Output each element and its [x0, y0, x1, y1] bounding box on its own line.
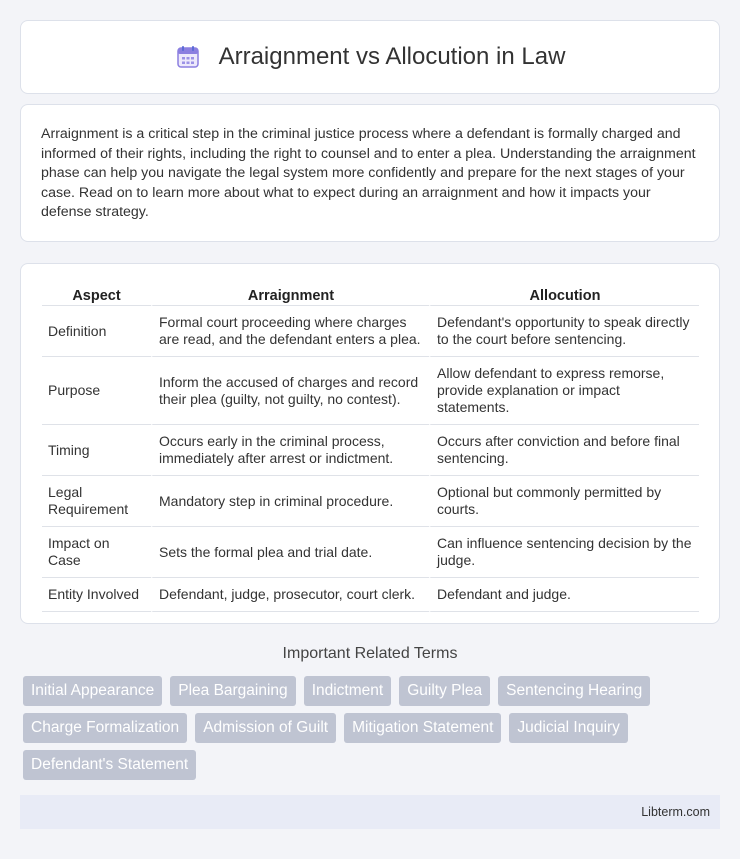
row-arraignment: Inform the accused of charges and record their plea (guilty, not guilty, no contest). — [151, 357, 429, 425]
related-terms-list — [23, 676, 713, 780]
row-arraignment: Mandatory step in criminal procedure. — [151, 476, 429, 527]
row-allocution: Occurs after conviction and before final sentencing. — [429, 425, 699, 476]
row-allocution: Can influence sentencing decision by the judge. — [429, 527, 699, 578]
table-row — [42, 425, 699, 476]
comparison-table — [42, 286, 699, 612]
term-chip[interactable]: Admission of Guilt — [195, 713, 336, 743]
term-chip[interactable]: Indictment — [304, 676, 392, 706]
footer — [20, 795, 720, 829]
row-allocution: Defendant's opportunity to speak directly to the court before sentencing. — [429, 306, 699, 357]
term-chip[interactable]: Sentencing Hearing — [498, 676, 650, 706]
table-row — [42, 357, 699, 425]
table-header-row — [42, 286, 699, 306]
intro-card — [20, 104, 720, 242]
row-aspect: Timing — [42, 425, 151, 476]
table-row — [42, 578, 699, 612]
row-aspect: Impact on Case — [42, 527, 151, 578]
term-chip[interactable]: Charge Formalization — [23, 713, 187, 743]
row-allocution: Allow defendant to express remorse, provide explanation or impact statements. — [429, 357, 699, 425]
header-aspect: Aspect — [42, 286, 151, 306]
page-title: Arraignment vs Allocution in Law — [218, 43, 566, 70]
footer-site-link[interactable]: Libterm.com — [641, 805, 710, 819]
term-chip[interactable]: Guilty Plea — [399, 676, 490, 706]
term-chip[interactable]: Defendant's Statement — [23, 750, 196, 780]
title-wrap — [175, 43, 566, 71]
row-arraignment: Sets the formal plea and trial date. — [151, 527, 429, 578]
header-card — [20, 20, 720, 94]
header-arraignment: Arraignment — [151, 286, 429, 306]
comparison-card — [20, 263, 720, 624]
term-chip[interactable]: Judicial Inquiry — [509, 713, 628, 743]
intro-paragraph: Arraignment is a critical step in the criminal justice process where a defendant is formally charged and informed of their rights, including the right to counsel and to enter a plea. Understanding the arraignment phase can help you navigate the legal system more confidently and prepare for the next stages of your case. Read on to learn more about what to expect during an arraignment and how it impacts your defense strategy. — [41, 126, 696, 220]
table-row — [42, 527, 699, 578]
header-allocution: Allocution — [429, 286, 699, 306]
row-aspect: Entity Involved — [42, 578, 151, 612]
row-aspect: Legal Requirement — [42, 476, 151, 527]
related-terms-title: Important Related Terms — [282, 645, 458, 662]
row-aspect: Purpose — [42, 357, 151, 425]
row-arraignment: Formal court proceeding where charges are read, and the defendant enters a plea. — [151, 306, 429, 357]
row-arraignment: Occurs early in the criminal process, immediately after arrest or indictment. — [151, 425, 429, 476]
table-row — [42, 306, 699, 357]
row-aspect: Definition — [42, 306, 151, 357]
row-allocution: Defendant and judge. — [429, 578, 699, 612]
calendar-icon — [175, 44, 201, 70]
table-row — [42, 476, 699, 527]
row-allocution: Optional but commonly permitted by courts. — [429, 476, 699, 527]
row-arraignment: Defendant, judge, prosecutor, court clerk. — [151, 578, 429, 612]
term-chip[interactable]: Initial Appearance — [23, 676, 162, 706]
term-chip[interactable]: Mitigation Statement — [344, 713, 501, 743]
term-chip[interactable]: Plea Bargaining — [170, 676, 295, 706]
